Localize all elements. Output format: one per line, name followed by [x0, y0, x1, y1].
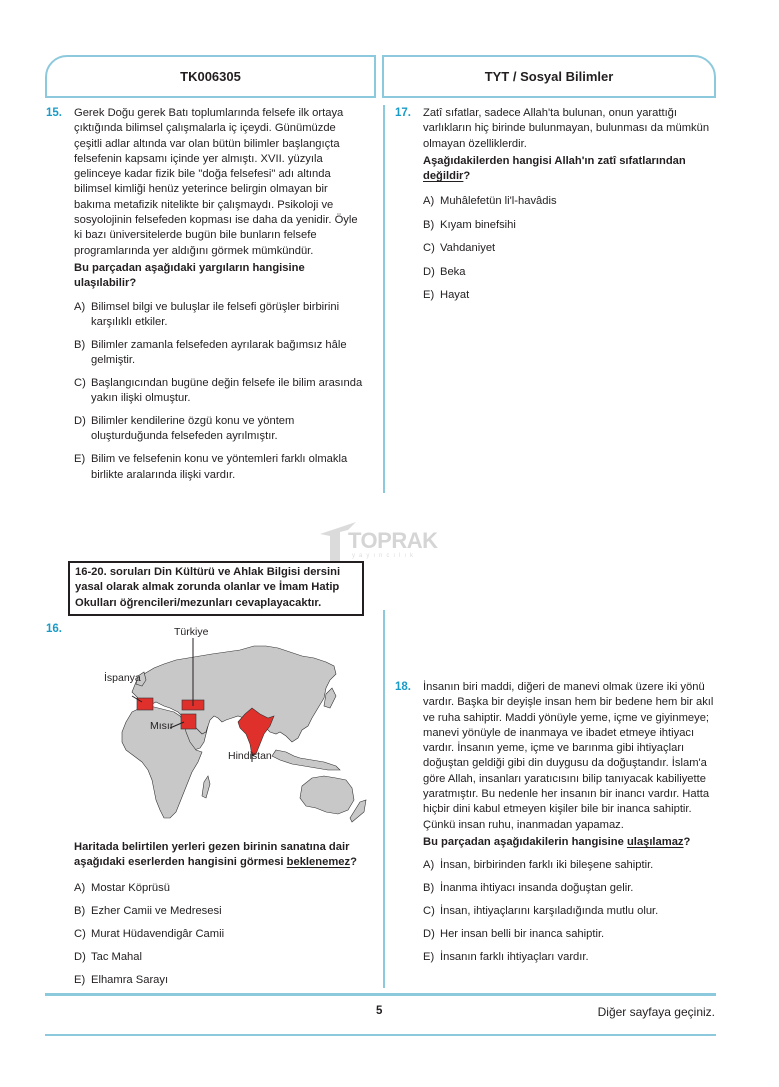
option-label: A)	[423, 195, 435, 208]
answer-option-e[interactable]	[74, 452, 364, 483]
question-passage: Zatî sıfatlar, sadece Allah'ta bulunan, onun yarattığı varlıkların hiç birinde bulunmayan, bulunması da mümkün olmayan özelliklerdir.	[423, 107, 710, 150]
question-number: 15.	[46, 107, 62, 119]
option-label: D)	[74, 950, 86, 963]
option-text: Bilim ve felsefenin konu ve yöntemleri farklı olmakla birlikte aralarında ilişki vardır.	[91, 453, 348, 481]
option-text: Bilimler zamanla felsefeden ayrılarak bağımsız hâle gelmiştir.	[91, 338, 347, 367]
option-label: D)	[74, 415, 86, 428]
question-passage: Gerek Doğu gerek Batı toplumlarında felsefe ilk ortaya çıktığında bilimsel çalışmalarla iç içeydi. Günümüzde çeşitli adlar altında var olan bütün bilimler başlangıçta felsefenin kapsamı içinde yer almıştı. XVII. yüzyıla gelinceye kadar fizik bile "doğa felsefesi" adı altında bilimsel kimliği henüz yeterince belirgin olmayan bir bakıma metafizik nitelikte bir çalışmaydı. Psikoloji ve sosyolojinin felsefeden kopması ise daha da yenidir. Öyle ki bazı üniversitelerde bugün bile bunların felsefe programlarında yer aldığını görmek mümkündür.	[74, 107, 358, 257]
option-label: D)	[423, 265, 435, 278]
option-text: İnsan, birbirinden farklı iki bileşene sahiptir.	[440, 859, 654, 872]
footer-rule-bottom	[45, 1034, 716, 1036]
option-text: Her insan belli bir inanca sahiptir.	[440, 927, 605, 940]
question-number: 16.	[46, 623, 62, 635]
answer-option-b[interactable]	[423, 881, 715, 896]
column-divider-bottom	[383, 610, 385, 988]
stem-text: Aşağıdakilerden hangisi Allah'ın zatî sıfatlarından	[423, 154, 686, 167]
stem-emphasis: beklenemez	[286, 856, 351, 869]
land-indonesia	[272, 750, 340, 770]
highlight-egypt	[181, 714, 196, 729]
page-number: 5	[376, 1005, 383, 1017]
answer-option-d[interactable]	[74, 950, 374, 965]
option-label: C)	[74, 376, 86, 389]
stem-emphasis: ulaşılamaz	[626, 835, 684, 848]
subject-title: TYT / Sosyal Bilimler	[484, 69, 614, 84]
map-label-spain: İspanya	[104, 672, 141, 684]
stem-text: Bu parçadan aşağıdakilerin hangisine	[423, 835, 627, 848]
option-text: Vahdaniyet	[440, 242, 496, 255]
answer-option-a[interactable]	[74, 300, 364, 331]
stem-end: ?	[463, 170, 471, 183]
option-text: Başlangıcından bugüne değin felsefe ile bilim arasında yakın ilişki olmuştur.	[91, 376, 363, 405]
option-text: İnsanın farklı ihtiyaçları vardır.	[440, 950, 589, 963]
footer-rule-top	[45, 993, 716, 996]
question-16-options	[74, 881, 374, 995]
option-text: Muhâlefetün li'l-havâdis	[440, 195, 557, 208]
answer-option-c[interactable]	[423, 904, 715, 919]
land-japan	[324, 688, 336, 708]
publisher-watermark	[318, 516, 448, 566]
option-label: B)	[423, 882, 435, 895]
answer-option-d[interactable]	[423, 927, 715, 942]
answer-option-b[interactable]	[423, 218, 715, 233]
answer-option-a[interactable]	[423, 194, 715, 209]
booklet-code: TK006305	[180, 69, 241, 84]
answer-option-d[interactable]	[423, 265, 715, 280]
option-label: C)	[423, 905, 435, 918]
option-text: Murat Hüdavendigâr Camii	[91, 927, 225, 940]
answer-option-e[interactable]	[74, 973, 374, 988]
answer-option-a[interactable]	[423, 858, 715, 873]
answer-options	[423, 194, 715, 303]
option-text: Kıyam binefsihi	[440, 218, 516, 231]
answer-option-a[interactable]	[74, 881, 374, 896]
map-label-turkey: Türkiye	[174, 626, 209, 638]
answer-options	[423, 858, 715, 965]
option-text: Bilimsel bilgi ve buluşlar ile felsefi görüşler birbirini karşılıklı etkiler.	[91, 300, 340, 328]
header-booklet-code	[45, 55, 376, 98]
land-newzealand	[350, 800, 366, 822]
question-stem	[423, 154, 715, 185]
option-text: Tac Mahal	[91, 950, 142, 963]
next-page-note: Diğer sayfaya geçiniz.	[597, 1005, 715, 1019]
option-text: Beka	[440, 265, 466, 278]
option-label: E)	[74, 973, 86, 986]
option-text: Ezher Camii ve Medresesi	[91, 904, 222, 917]
header-subject	[382, 55, 716, 98]
option-label: B)	[74, 338, 86, 351]
answer-option-b[interactable]	[74, 904, 374, 919]
option-text: Bilimler kendilerine özgü konu ve yöntem oluşturduğunda felsefeden ayrılmıştır.	[91, 415, 295, 443]
stem-emphasis: değildir	[423, 170, 464, 183]
answer-option-e[interactable]	[423, 288, 715, 303]
option-label: E)	[423, 289, 435, 302]
option-label: C)	[74, 927, 86, 940]
stem-text: Haritada belirtilen yerleri gezen birinin sanatına dair aşağıdaki eserlerden hangisini görmesi	[74, 841, 350, 869]
answer-option-c[interactable]	[423, 241, 715, 256]
map-label-egypt: Mısır	[150, 720, 174, 732]
land-madagascar	[202, 776, 210, 798]
question-passage: İnsanın biri maddi, diğeri de manevi olmak üzere iki yönü vardır. Başka bir deyişle insan hem bir bedene hem bir akıl ve ruha sahiptir. Maddi yönüyle yeme, içme ve giyinmeye; manevi yönüyle de inanmaya ve ibadet etmeye ihtiyacı vardır. İnsanın yeme, içme ve barınma gibi ihtiyaçları doğuştan geldiği gibi din duygusu da doğuştandır. İslam'a göre Allah, insanları yaratıcısını bilip tanıyacak kabiliyette yaratmıştır. Bu nedenle her insanın bir inancı vardır. Hatta hiçbir dini kabul etmeyen kişiler bile bir inanca sahiptir. Çünkü insan ruhu, inanmadan yapamaz.	[423, 681, 714, 831]
question-stem	[423, 835, 715, 850]
answer-options	[74, 300, 364, 483]
option-label: A)	[74, 300, 86, 313]
option-label: E)	[423, 950, 435, 963]
instruction-notice: 16-20. soruları Din Kültürü ve Ahlak Bilgisi dersini yasal olarak almak zorunda olanlar ve İmam Hatip Okulları öğrencileri/mezunları cevaplayacaktır.	[68, 561, 364, 616]
question-stem: Bu parçadan aşağıdaki yargıların hangisine ulaşılabilir?	[74, 261, 305, 290]
option-text: İnsan, ihtiyaçlarını karşıladığında mutlu olur.	[440, 905, 659, 918]
column-divider-top	[383, 105, 385, 493]
answer-option-c[interactable]	[74, 376, 364, 407]
option-label: A)	[74, 882, 86, 894]
map-label-india: Hindistan	[228, 750, 272, 762]
option-text: İnanma ihtiyacı insanda doğuştan gelir.	[440, 882, 634, 895]
stem-end: ?	[683, 835, 691, 848]
question-16-stem	[74, 840, 374, 871]
watermark-brand: TOPRAK	[348, 528, 438, 553]
world-map	[80, 622, 372, 832]
question-number: 17.	[395, 107, 411, 119]
option-label: E)	[74, 453, 86, 466]
option-label: C)	[423, 242, 435, 255]
answer-option-b[interactable]	[74, 338, 364, 369]
highlight-spain	[137, 698, 153, 710]
option-text: Hayat	[440, 289, 470, 302]
question-18	[395, 680, 715, 973]
option-label: B)	[423, 218, 435, 231]
option-label: D)	[423, 927, 435, 940]
answer-option-e[interactable]	[423, 950, 715, 965]
answer-option-c[interactable]	[74, 927, 374, 942]
land-australia	[300, 776, 354, 814]
option-text: Mostar Köprüsü	[91, 882, 170, 894]
stem-end: ?	[350, 856, 357, 869]
question-17	[395, 106, 715, 311]
eurasia-africa-map	[80, 622, 372, 832]
option-text: Elhamra Sarayı	[91, 973, 169, 986]
watermark-subtitle: yayıncılık	[352, 553, 418, 559]
option-label: A)	[423, 859, 435, 872]
question-number: 18.	[395, 681, 411, 693]
answer-option-d[interactable]	[74, 414, 364, 445]
question-15	[46, 106, 364, 491]
option-label: B)	[74, 904, 86, 917]
